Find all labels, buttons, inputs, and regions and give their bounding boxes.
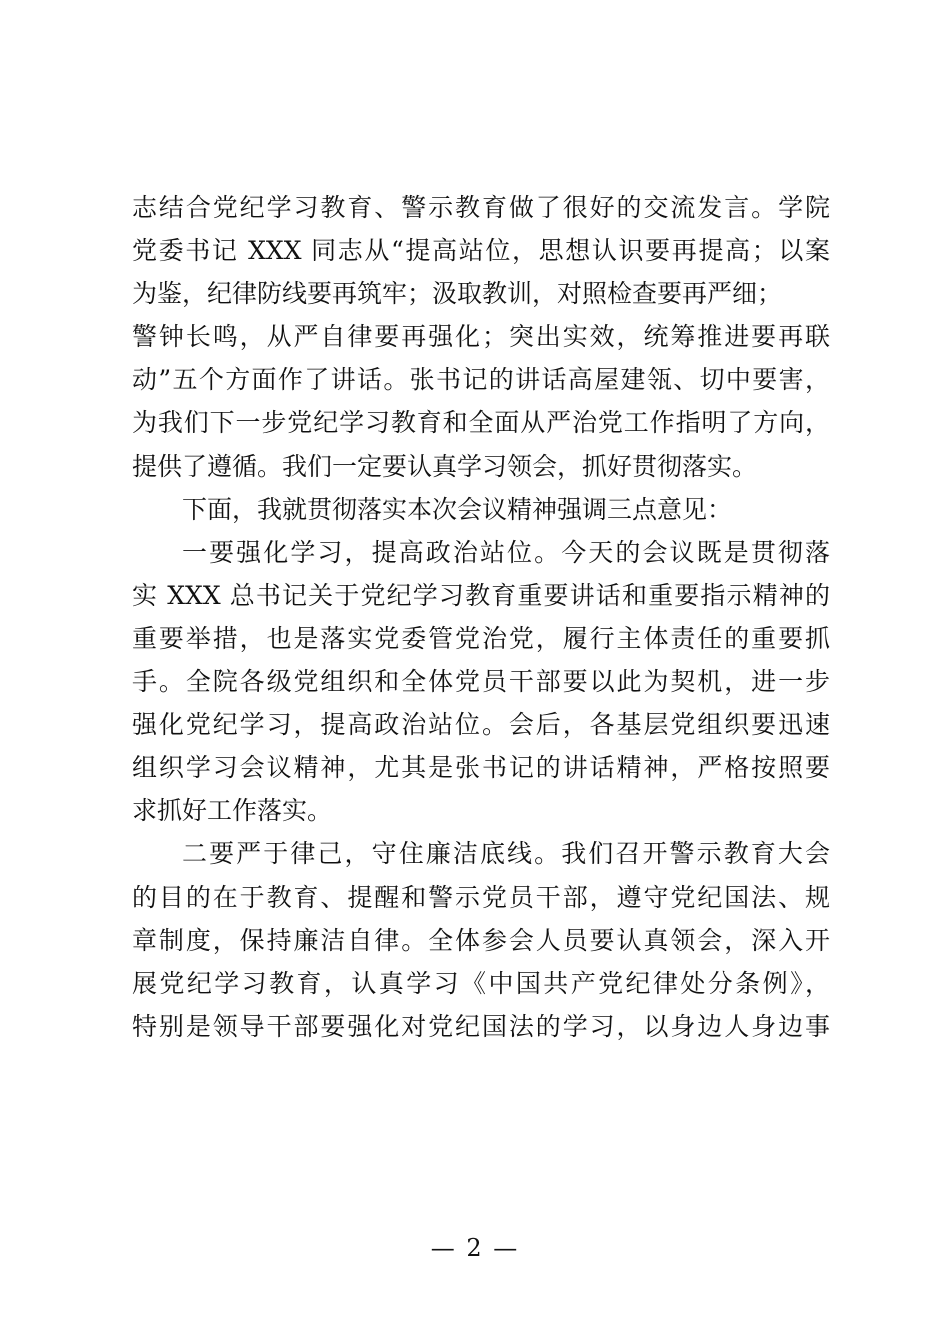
text-line: 提供了遵循。我们一定要认真学习领会，抓好贯彻落实。 bbox=[132, 451, 758, 481]
text-line: 下面，我就贯彻落实本次会议精神强调三点意见： bbox=[182, 494, 733, 524]
text-line: 展党纪学习教育，认真学习《中国共产党纪律处分条例》， bbox=[132, 968, 830, 998]
text-line: 二要严于律己，守住廉洁底线。我们召开警示教育大会 bbox=[182, 839, 830, 869]
body-text bbox=[132, 186, 830, 1048]
text-line: 为鉴，纪律防线要再筑牢；汲取教训，对照检查要再严细； bbox=[132, 279, 783, 309]
text-line: 党委书记 XXX 同志从“提高站位，思想认识要再提高；以案 bbox=[132, 236, 830, 266]
text-line: 重要举措，也是落实党委管党治党，履行主体责任的重要抓 bbox=[132, 623, 830, 653]
text-line: 的目的在于教育、提醒和警示党员干部，遵守党纪国法、规 bbox=[132, 882, 830, 912]
text-line: 实 XXX 总书记关于党纪学习教育重要讲话和重要指示精神的 bbox=[132, 580, 830, 610]
text-line: 动”五个方面作了讲话。张书记的讲话高屋建瓴、切中要害， bbox=[132, 365, 830, 395]
text-line: 为我们下一步党纪学习教育和全面从严治党工作指明了方向， bbox=[132, 408, 830, 438]
text-line: 强化党纪学习，提高政治站位。会后，各基层党组织要迅速 bbox=[132, 710, 830, 740]
text-line: 特别是领导干部要强化对党纪国法的学习，以身边人身边事 bbox=[132, 1011, 830, 1041]
text-line: 一要强化学习，提高政治站位。今天的会议既是贯彻落 bbox=[182, 537, 830, 567]
text-line: 章制度，保持廉洁自律。全体参会人员要认真领会，深入开 bbox=[132, 925, 830, 955]
page-number: — 2 — bbox=[430, 1234, 520, 1262]
text-line: 组织学习会议精神，尤其是张书记的讲话精神，严格按照要 bbox=[132, 753, 830, 783]
text-line: 手。全院各级党组织和全体党员干部要以此为契机，进一步 bbox=[132, 667, 830, 697]
text-line: 求抓好工作落实。 bbox=[132, 796, 333, 826]
text-line: 志结合党纪学习教育、警示教育做了很好的交流发言。学院 bbox=[132, 193, 830, 222]
text-line: 警钟长鸣，从严自律要再强化；突出实效，统筹推进要再联 bbox=[132, 322, 830, 352]
